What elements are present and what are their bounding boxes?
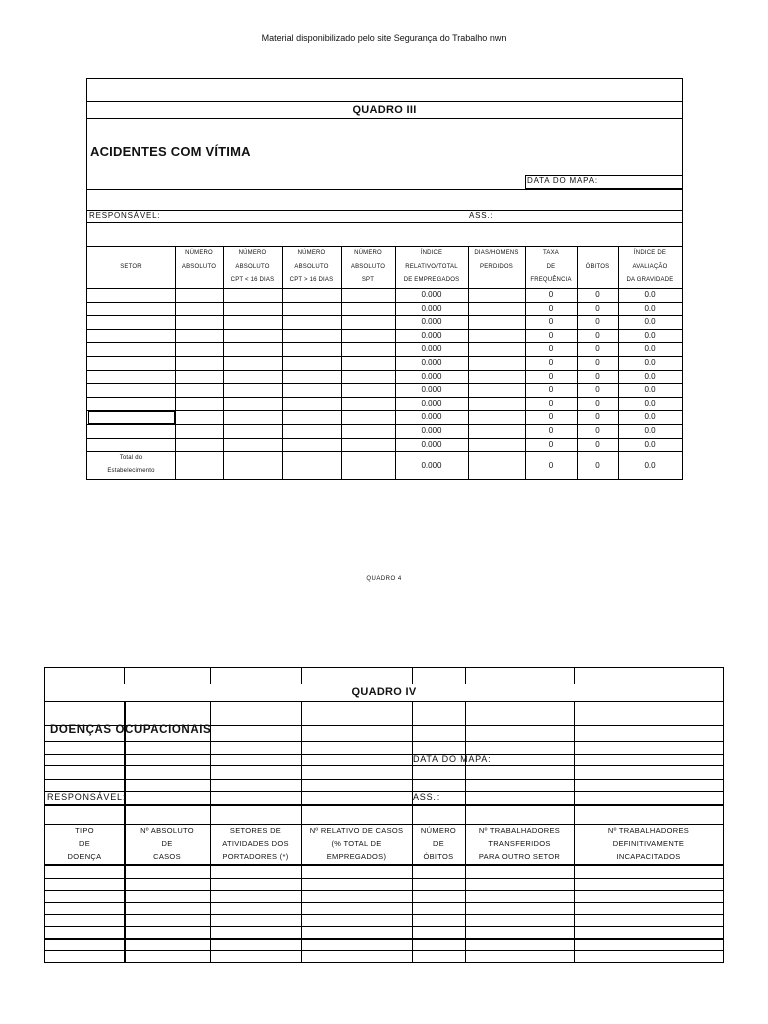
q3-column-header: SPT [361, 277, 375, 283]
q3-row-value: 0.000 [421, 412, 442, 422]
q4-column-header: DE [161, 839, 173, 848]
q3-column-header: SETOR [120, 263, 142, 270]
q3-row-value: 0.000 [421, 385, 442, 395]
q4-column-header: TIPO [75, 826, 94, 835]
quadro-iii-grid [87, 246, 682, 479]
q3-row-value: 0 [595, 439, 600, 449]
q4-row-line [45, 902, 723, 903]
q4-column-header: Nº ABSOLUTO [140, 826, 194, 835]
q4-column-header: INCAPACITADOS [616, 852, 681, 861]
q4-row-line [45, 779, 723, 780]
q3-row-value: 0.0 [644, 317, 656, 327]
q3-row-value: 0 [595, 426, 600, 435]
q4-col-divider [301, 668, 302, 684]
q3-row-value: 0 [548, 303, 554, 313]
q3-row-value: 0.0 [644, 330, 656, 340]
q3-column-header: ÍNDICE [420, 250, 443, 256]
q3-column-header: AVALIAÇÃO [632, 263, 668, 270]
q3-total-value: 0 [595, 460, 600, 470]
q3-row-value: 0.0 [644, 439, 656, 449]
responsavel-label: RESPONSÁVEL: [89, 211, 161, 220]
q4-column-header: CASOS [153, 852, 181, 861]
q3-col-divider [468, 246, 469, 479]
q3-row-value: 0 [548, 371, 554, 381]
q3-total-label: Total do [119, 455, 143, 462]
q4-row-line [45, 938, 723, 940]
q3-column-header: DE [546, 263, 556, 270]
q4-column-header: DOENÇA [67, 852, 102, 861]
q4-row-line [45, 926, 723, 927]
q4-column-header: DE [432, 839, 445, 848]
q3-row-value: 0.0 [644, 385, 656, 395]
q3-row-value: 0.0 [644, 412, 656, 422]
q3-column-header: RELATIVO/TOTAL [405, 263, 458, 270]
q3-row-value: 0 [548, 317, 554, 327]
q3-total-label: Estabelecimento [107, 468, 155, 475]
q3-column-header: CPT < 16 DIAS [230, 277, 275, 283]
q3-row-value: 0.0 [644, 303, 656, 313]
q3-row-value: 0.000 [421, 290, 442, 299]
q3-row-value: 0 [548, 398, 554, 408]
q3-column-header: ABSOLUTO [294, 263, 329, 270]
q4-column-header: TRANSFERIDOS [488, 839, 551, 848]
q3-row-value: 0 [595, 303, 600, 313]
q4-column-header: DEFINITIVAMENTE [612, 839, 685, 848]
q3-row-value: 0.000 [421, 330, 442, 340]
data-do-mapa-label: DATA DO MAPA: [527, 176, 598, 185]
q4-responsavel-label: RESPONSÁVEL: [47, 792, 127, 802]
q3-column-header: DIAS/HOMENS [474, 250, 519, 256]
q4-column-header: Nº TRABALHADORES [607, 826, 690, 835]
q3-column-header: CPT > 16 DIAS [289, 277, 334, 283]
q3-row-value: 0 [548, 439, 554, 449]
q3-column-header: NÚMERO [238, 250, 267, 256]
q3-row-value: 0 [595, 398, 600, 408]
q3-row-value: 0.0 [644, 344, 656, 354]
q3-column-header: DA GRAVIDADE [626, 277, 674, 283]
q3-column-header: ABSOLUTO [181, 263, 217, 270]
q4-row-line [45, 765, 723, 766]
q3-row-line [87, 451, 682, 452]
q4-ass-label: ASS.: [413, 792, 441, 802]
q4-column-header: Nº TRABALHADORES [478, 826, 561, 835]
q3-row-value: 0.000 [421, 398, 442, 408]
q4-data-do-mapa-label: DATA DO MAPA: [413, 754, 492, 764]
q4-column-header: SETORES DE [229, 826, 282, 835]
q3-column-header: ÍNDICE DE [633, 250, 667, 256]
q3-row-value: 0 [548, 344, 554, 354]
q4-column-header: PARA OUTRO SETOR [478, 852, 561, 861]
q3-row-value: 0.0 [644, 426, 656, 435]
q3-column-header: NÚMERO [297, 250, 326, 256]
q3-row-value: 0 [595, 385, 600, 395]
q4-col-divider [465, 668, 466, 684]
q4-row-line [45, 701, 723, 702]
quadro-iii-subtitle: ACIDENTES COM VÍTIMA [90, 144, 251, 159]
q4-column-header: (% TOTAL DE [331, 839, 382, 848]
q4-row-line [45, 878, 723, 879]
q3-row-value: 0.000 [421, 303, 442, 313]
q3-row-value: 0 [548, 358, 554, 367]
q3-column-header: ABSOLUTO [350, 263, 386, 270]
q3-total-value: 0.000 [421, 460, 442, 470]
q3-total-value: 0 [548, 460, 554, 470]
q3-row-value: 0.0 [644, 371, 656, 381]
q3-row-value: 0.000 [421, 317, 442, 327]
q3-row-value: 0.000 [421, 439, 442, 449]
q3-row-value: 0 [548, 412, 554, 422]
q3-row-value: 0 [548, 385, 554, 395]
q4-row-line [45, 741, 723, 742]
q3-row-value: 0.000 [421, 358, 442, 367]
q3-row-value: 0 [548, 426, 554, 435]
q3-row-value: 0.0 [644, 358, 656, 367]
page-header-text: Material disponibilizado pelo site Segurança do Trabalho nwn [261, 33, 507, 43]
q4-row-line [45, 864, 723, 866]
q4-col-divider [574, 668, 575, 684]
q4-row-line [45, 804, 723, 806]
quadro-iii-title: QUADRO III [352, 104, 417, 116]
quadro-4-caption: QUADRO 4 [366, 576, 402, 582]
q3-column-header: TAXA [542, 250, 560, 256]
q3-column-header: PERDIDOS [480, 263, 513, 270]
q3-row-value: 0.0 [644, 290, 656, 299]
q3-selected-cell [88, 411, 175, 424]
q4-column-header: EMPREGADOS) [326, 852, 387, 861]
q3-column-header: DE EMPREGADOS [403, 277, 460, 283]
q4-row-line [45, 950, 723, 951]
q4-col-divider [124, 668, 125, 684]
q4-column-header: NÚMERO [420, 826, 457, 835]
q4-row-line [45, 791, 723, 792]
q4-column-header: Nº RELATIVO DE CASOS [309, 826, 404, 835]
q4-column-header: ATIVIDADES DOS [222, 839, 289, 848]
q3-col-divider [175, 246, 176, 479]
q3-row-value: 0 [595, 344, 600, 354]
q3-row-value: 0 [595, 290, 600, 299]
q3-total-value: 0.0 [644, 460, 656, 470]
q3-column-header: NÚMERO [185, 250, 213, 256]
q3-row-value: 0.000 [421, 344, 442, 354]
q3-row-value: 0.000 [421, 426, 442, 435]
q3-row-value: 0 [595, 317, 600, 327]
ass-label: ASS.: [469, 211, 494, 220]
q4-column-header: PORTADORES (*) [222, 852, 289, 861]
q4-column-header: ÓBITOS [423, 852, 454, 861]
q4-column-header: DE [78, 839, 91, 848]
q3-row-value: 0.000 [421, 371, 442, 381]
q4-col-divider [412, 668, 413, 684]
q3-column-header: ÓBITOS [585, 263, 610, 270]
q3-row-value: 0 [595, 330, 600, 340]
q3-row-value: 0 [595, 358, 600, 367]
quadro-iv-table [44, 667, 724, 963]
q3-column-header: FREQUÊNCIA [530, 277, 572, 283]
q4-row-line [45, 754, 723, 755]
q3-column-header: ABSOLUTO [235, 263, 270, 270]
q4-col-divider [210, 668, 211, 684]
q3-row-value: 0.0 [644, 398, 656, 408]
q3-row-value: 0 [595, 371, 600, 381]
quadro-iii-table [86, 78, 683, 480]
q4-row-line [45, 914, 723, 915]
q3-row-value: 0 [595, 412, 600, 422]
quadro-iv-title: QUADRO IV [45, 684, 723, 701]
q3-column-header: NÚMERO [354, 250, 382, 256]
q3-row-value: 0 [548, 330, 554, 340]
q4-row-line [45, 890, 723, 891]
q3-row-value: 0 [548, 290, 554, 299]
quadro-iv-subtitle: DOENÇAS OCUPACIONAIS [50, 724, 212, 736]
